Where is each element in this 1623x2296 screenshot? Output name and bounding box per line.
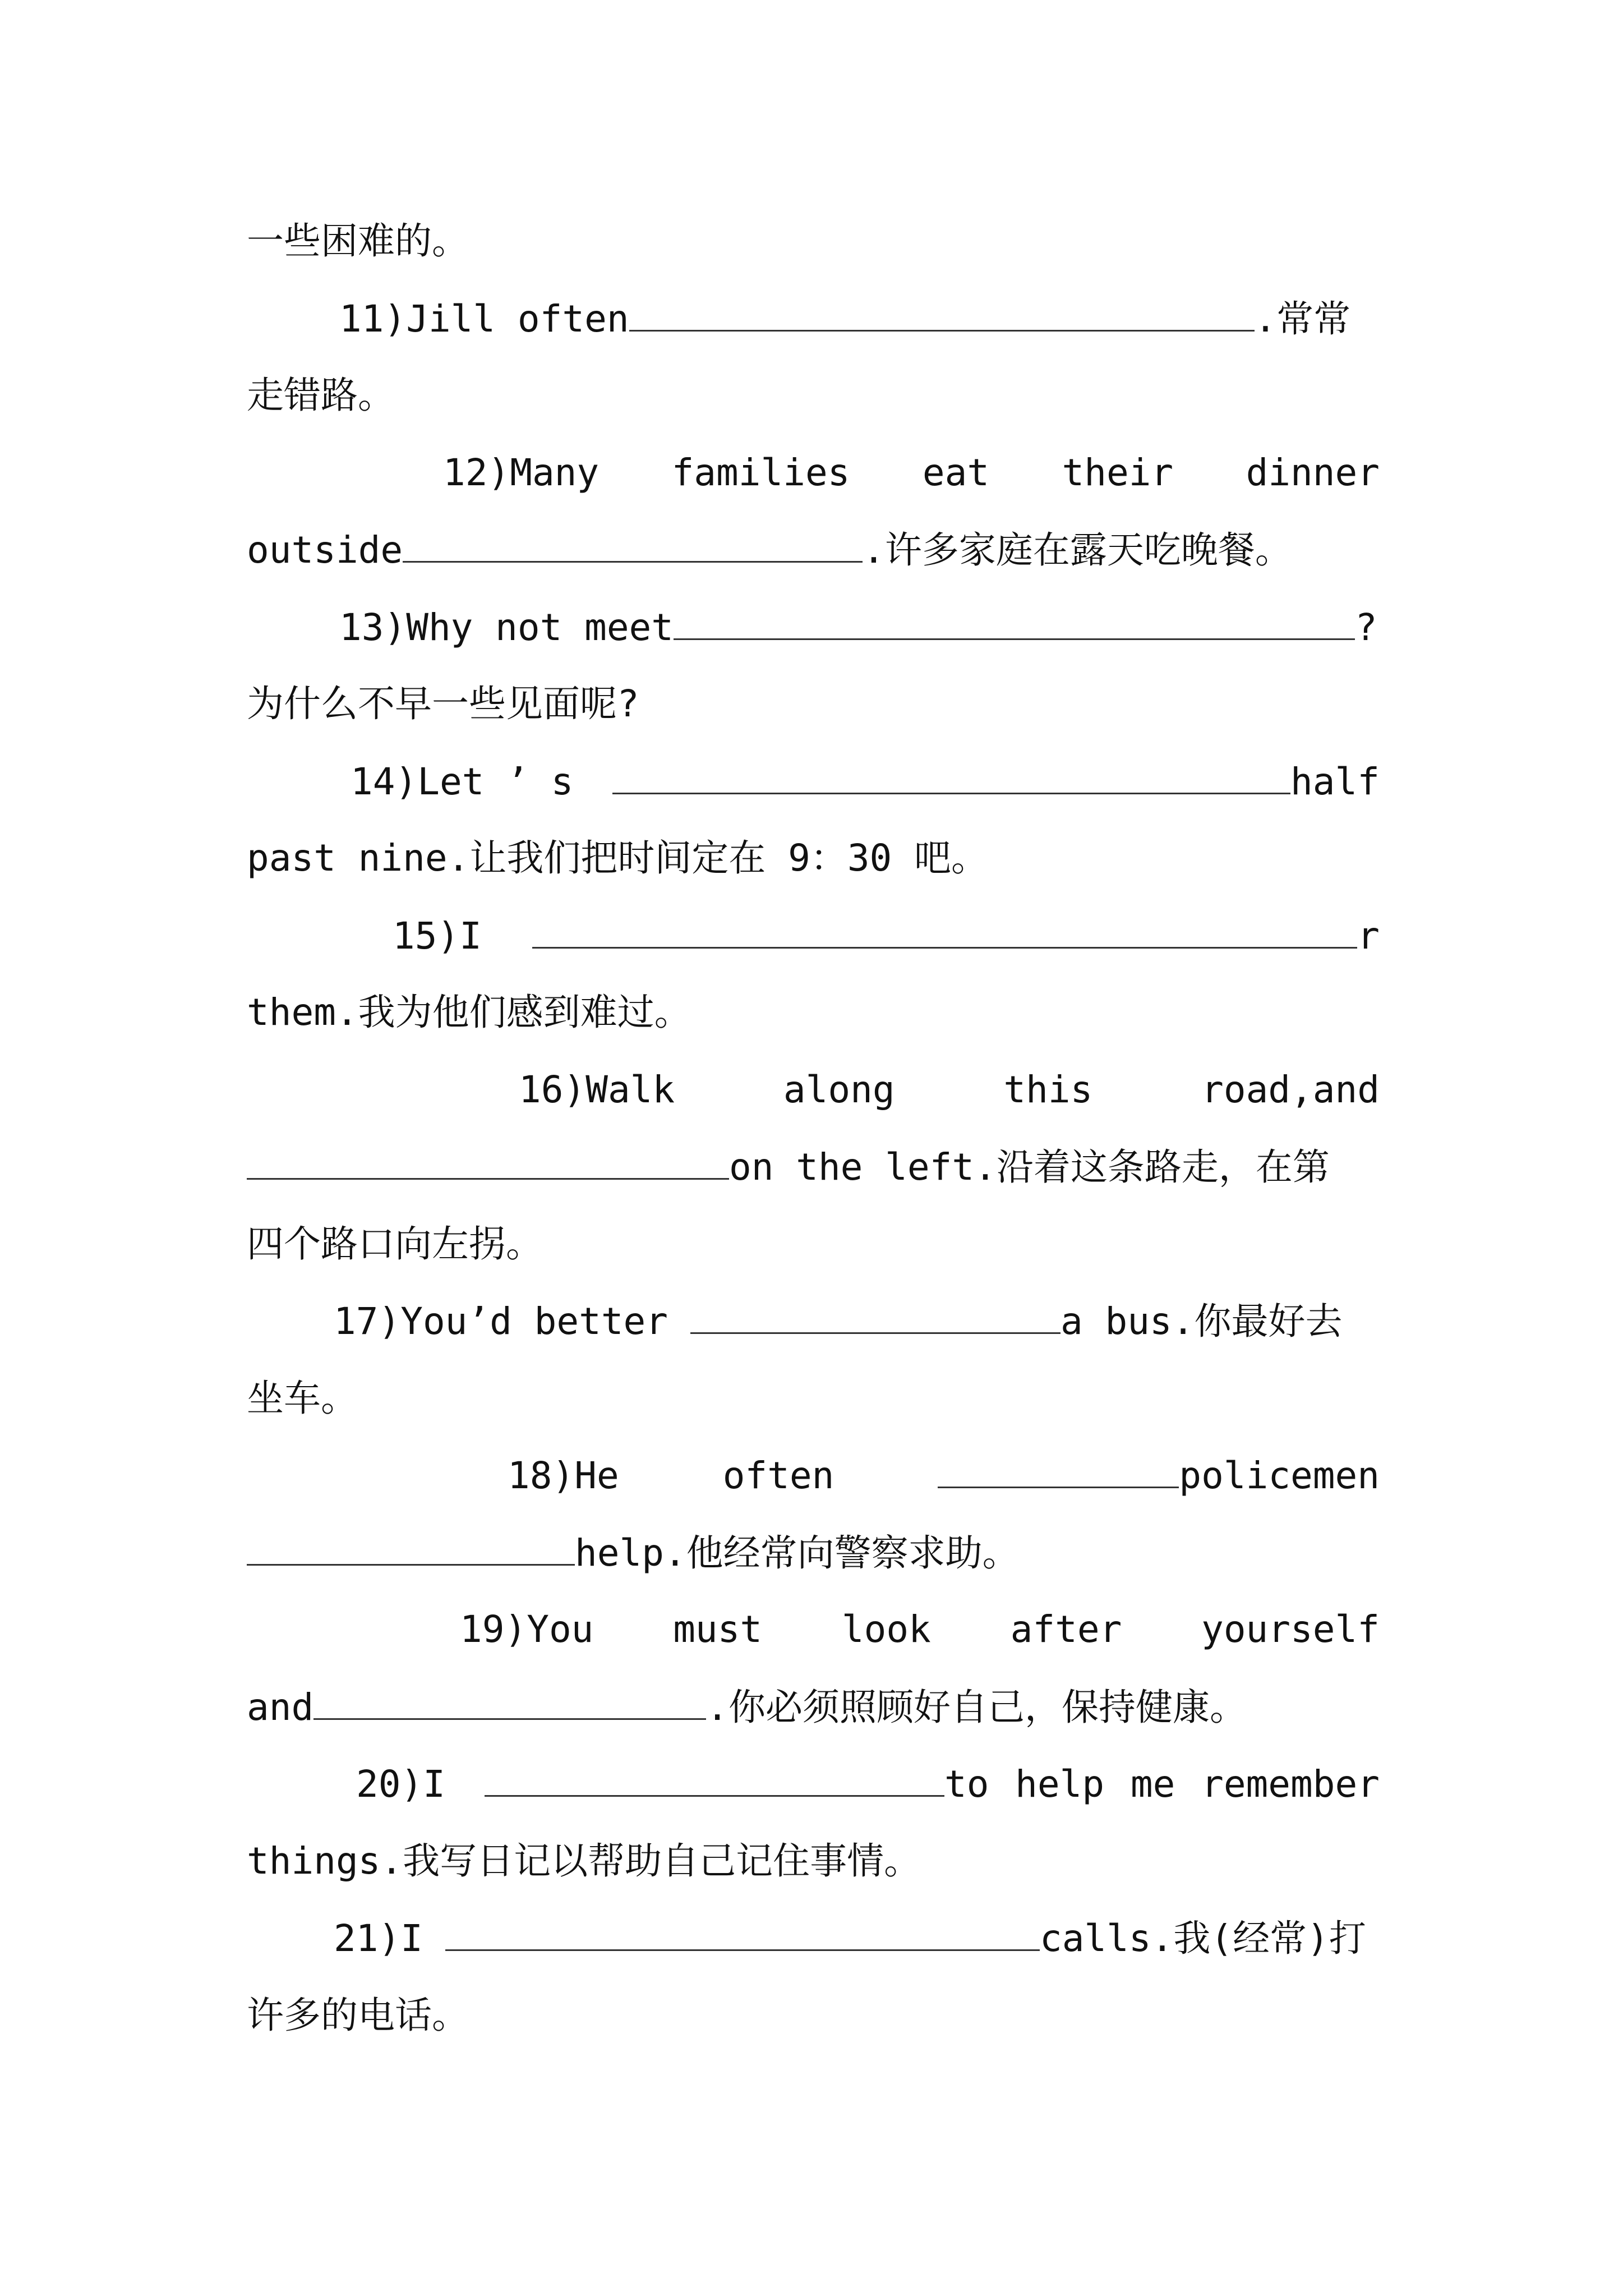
- question-12-word: 12)Many: [443, 451, 600, 494]
- question-13-continuation: 为什么不早一些见面呢?: [247, 682, 639, 725]
- question-15-line-1: [393, 908, 1380, 964]
- question-13-line-2: [247, 676, 1380, 732]
- answer-blank-14[interactable]: [612, 753, 1290, 794]
- question-16-word: road,and: [1201, 1068, 1380, 1111]
- question-20-word: me: [1130, 1763, 1175, 1806]
- answer-blank-18a[interactable]: [938, 1447, 1179, 1488]
- question-20-continuation: things.我写日记以帮助自己记住事情。: [247, 1839, 921, 1883]
- question-18-line-1: [508, 1447, 1380, 1503]
- answer-blank-17[interactable]: [690, 1293, 1061, 1334]
- question-19-line-2: [247, 1679, 1380, 1735]
- answer-blank-12[interactable]: [403, 522, 863, 563]
- question-17-line-2: [247, 1370, 1380, 1427]
- question-14-line-2: [247, 830, 1380, 886]
- question-18-word: 18)He: [508, 1454, 619, 1497]
- question-19-word: must: [673, 1608, 763, 1651]
- question-16-word: 16)Walk: [519, 1068, 675, 1111]
- question-11-prefix: 11)Jill often: [339, 297, 629, 341]
- question-16-line-3: [247, 1216, 1380, 1272]
- question-14-prefix: 14)Let ’ s: [351, 760, 574, 803]
- question-20-word: help: [1015, 1763, 1105, 1806]
- question-15-prefix: 15)I: [393, 914, 482, 958]
- question-18-blank-group: [938, 1447, 1380, 1504]
- text-line: [247, 213, 1380, 269]
- question-20-word: to: [944, 1763, 989, 1806]
- question-16-continuation: 四个路口向左拐。: [247, 1222, 543, 1266]
- question-12-word: families: [671, 451, 850, 494]
- question-11-line-2: [247, 367, 1380, 424]
- question-17-line-1: [334, 1293, 1380, 1349]
- question-16-line-1: [519, 1062, 1380, 1118]
- question-12-line-2: [247, 522, 1380, 578]
- answer-blank-18b[interactable]: [247, 1525, 575, 1566]
- question-12-suffix: .许多家庭在露天吃晚餐。: [863, 528, 1292, 572]
- question-11-continuation: 走错路。: [247, 374, 395, 417]
- answer-blank-11[interactable]: [629, 291, 1255, 332]
- question-15-continuation: them.我为他们感到难过。: [247, 991, 691, 1034]
- question-19-suffix: .你必须照顾好自己，保持健康。: [706, 1686, 1247, 1729]
- answer-blank-21[interactable]: [445, 1910, 1040, 1951]
- question-21-suffix: calls.我(经常)打: [1039, 1917, 1366, 1960]
- question-15-suffix: r: [1357, 914, 1380, 958]
- question-11-line-1: [339, 291, 1380, 347]
- question-16-word: this: [1003, 1068, 1093, 1111]
- question-20-line-1: [356, 1756, 1380, 1812]
- question-13-line-1: [339, 599, 1380, 655]
- question-18-line-2: [247, 1525, 1380, 1581]
- answer-blank-13[interactable]: [674, 599, 1355, 640]
- question-12-line-1: [443, 445, 1380, 501]
- question-17-continuation: 坐车。: [247, 1377, 358, 1420]
- question-20-line-2: [247, 1833, 1380, 1889]
- question-17-prefix: 17)You’d better: [334, 1300, 668, 1343]
- text-line-content: 一些困难的。: [247, 219, 469, 263]
- question-12-word: dinner: [1246, 451, 1380, 494]
- question-21-line-1: [334, 1910, 1380, 1966]
- question-14-continuation: past nine.让我们把时间定在 9：30 吧。: [247, 836, 989, 880]
- answer-blank-20[interactable]: [485, 1756, 944, 1797]
- question-18-suffix: help.他经常向警察求助。: [575, 1531, 1020, 1575]
- question-20-blank-group: [356, 1756, 989, 1812]
- question-11-suffix: .常常: [1254, 297, 1351, 341]
- question-19-word: after: [1010, 1608, 1122, 1651]
- question-18-word: policemen: [1179, 1454, 1380, 1497]
- question-13-suffix: ?: [1355, 606, 1377, 649]
- question-19-prefix: and: [247, 1686, 314, 1729]
- question-16-word: along: [783, 1068, 895, 1111]
- question-20-word: remember: [1201, 1763, 1380, 1806]
- question-12-prefix: outside: [247, 528, 403, 572]
- question-13-prefix: 13)Why not meet: [339, 606, 674, 649]
- answer-blank-19[interactable]: [313, 1679, 706, 1720]
- question-19-word: look: [841, 1608, 931, 1651]
- answer-blank-15[interactable]: [532, 908, 1357, 949]
- question-12-word: their: [1062, 451, 1174, 494]
- question-19-word: yourself: [1201, 1608, 1380, 1651]
- question-21-prefix: 21)I: [334, 1917, 423, 1960]
- question-19-line-1: [460, 1602, 1380, 1658]
- question-19-word: 19)You: [460, 1608, 594, 1651]
- question-16-suffix: on the left.沿着这条路走，在第: [729, 1145, 1330, 1189]
- answer-blank-16[interactable]: [247, 1139, 729, 1180]
- question-21-continuation: 许多的电话。: [247, 1994, 469, 2037]
- question-20-prefix: 20)I: [356, 1763, 445, 1806]
- question-15-line-2: [247, 984, 1380, 1041]
- question-12-word: eat: [922, 451, 990, 494]
- question-16-line-2: [247, 1139, 1380, 1195]
- question-14-line-1: [351, 753, 1380, 809]
- question-17-suffix: a bus.你最好去: [1061, 1300, 1343, 1343]
- question-14-suffix: half: [1290, 760, 1380, 803]
- question-21-line-2: [247, 1987, 1380, 2044]
- question-18-word: often: [722, 1454, 834, 1497]
